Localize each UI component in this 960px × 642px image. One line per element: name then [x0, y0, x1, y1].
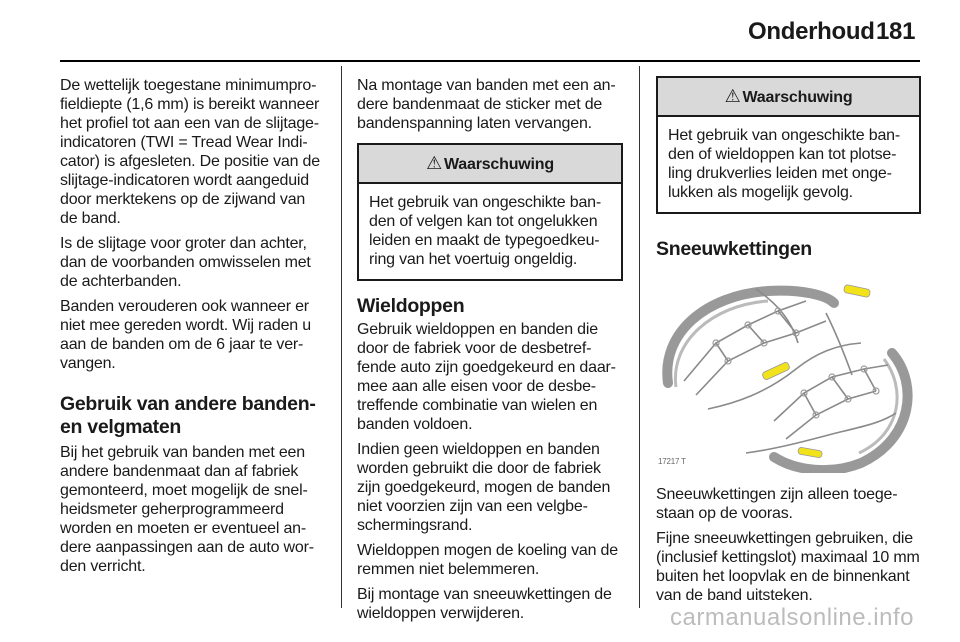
paragraph-snow-chains-1: Sneeuwkettingen zijn alleen toegestaan op de vooras.: [656, 486, 898, 522]
paragraph-tread-depth: De wettelijk toegestane minimumprofieldiepte (1,6 mm) is bereikt wanneer het profiel tot aan een van de slijtage-indicatoren (TWI = Tread Wear Indicator) is afgesleten. De positie van de slijtage-indicatoren wordt aangeduid door merktekens op de zijwand van de band.: [60, 77, 320, 227]
warning-header: [359, 145, 621, 184]
paragraph-tire-aging: Banden verouderen ook wanneer er niet mee gereden wordt. Wij raden u aan de banden om de 6 jaar te vervangen.: [60, 298, 311, 372]
paragraph-snow-chains-2: Fijne sneeuwkettingen gebruiken, die (inclusief kettingslot) maximaal 10 mm buiten het loopvlak en de binnenkant van de band uitsteken.: [656, 530, 920, 604]
paragraph-wheel-covers-1: Gebruik wieldoppen en banden die door de fabriek voor de desbetreffende auto zijn goedgekeurd en daarmee aan alle eisen voor de desbetreffende combinatie van wielen en banden voldoen.: [357, 321, 616, 433]
paragraph-sticker: Na montage van banden met een andere bandenmaat de sticker met de bandenspanning laten vervangen.: [357, 77, 616, 132]
snow-chain-illustration: [656, 273, 919, 473]
paragraph-wheel-covers-4: Bij montage van sneeuwkettingen de wieldoppen verwijderen.: [357, 586, 612, 622]
column-divider-1: [341, 66, 342, 608]
column-divider-2: [639, 66, 640, 608]
page-number: 181: [876, 18, 916, 45]
warning-box-wheel-covers: [656, 76, 921, 214]
warning-title: Waarschuwing: [444, 156, 554, 173]
paragraph-other-sizes: Bij het gebruik van banden met een andere bandenmaat dan af fabriek gemonteerd, moet mogelijk de snelheidsmeter geherprogrammeerd worden en moeten er eventueel andere aanpassingen aan de auto worden verricht.: [60, 444, 315, 575]
heading-snow-chains: Sneeuwkettingen: [656, 238, 812, 260]
warning-header: [658, 78, 919, 117]
warning-triangle-icon: ⚠: [426, 153, 442, 173]
warning-text: Het gebruik van ongeschikte banden of wieldoppen kan tot plotseling drukverlies leiden met ongelukken als mogelijk gevolg.: [668, 127, 901, 201]
figure-code: 17217 T: [658, 457, 686, 466]
column-3: [656, 76, 921, 611]
warning-triangle-icon: ⚠: [724, 86, 741, 106]
column-1: [60, 76, 325, 582]
header-divider: [60, 60, 920, 62]
page-title: Onderhoud: [748, 18, 875, 45]
paragraph-wear-swap: Is de slijtage voor groter dan achter, dan de voorbanden omwisselen met de achterbanden.: [60, 235, 311, 290]
heading-wheel-covers: Wieldoppen: [357, 295, 465, 317]
paragraph-wheel-covers-3: Wieldoppen mogen de koeling van de remmen niet belemmeren.: [357, 542, 618, 578]
snow-chain-drawing: [656, 273, 919, 473]
warning-title: Waarschuwing: [742, 89, 853, 106]
heading-other-sizes: Gebruik van andere banden- en velgmaten: [60, 393, 316, 438]
column-2: [357, 76, 623, 629]
paragraph-wheel-covers-2: Indien geen wieldoppen en banden worden gebruikt die door de fabriek zijn goedgekeurd, mogen de banden niet voorzien zijn van een velgbeschermingsrand.: [357, 441, 611, 534]
watermark: carmanualsonline.info: [670, 604, 914, 631]
warning-box-rims: [357, 143, 623, 281]
warning-text: Het gebruik van ongeschikte banden of velgen kan tot ongelukken leiden en maakt de typegoedkeuring van het voertuig ongeldig.: [369, 194, 602, 268]
